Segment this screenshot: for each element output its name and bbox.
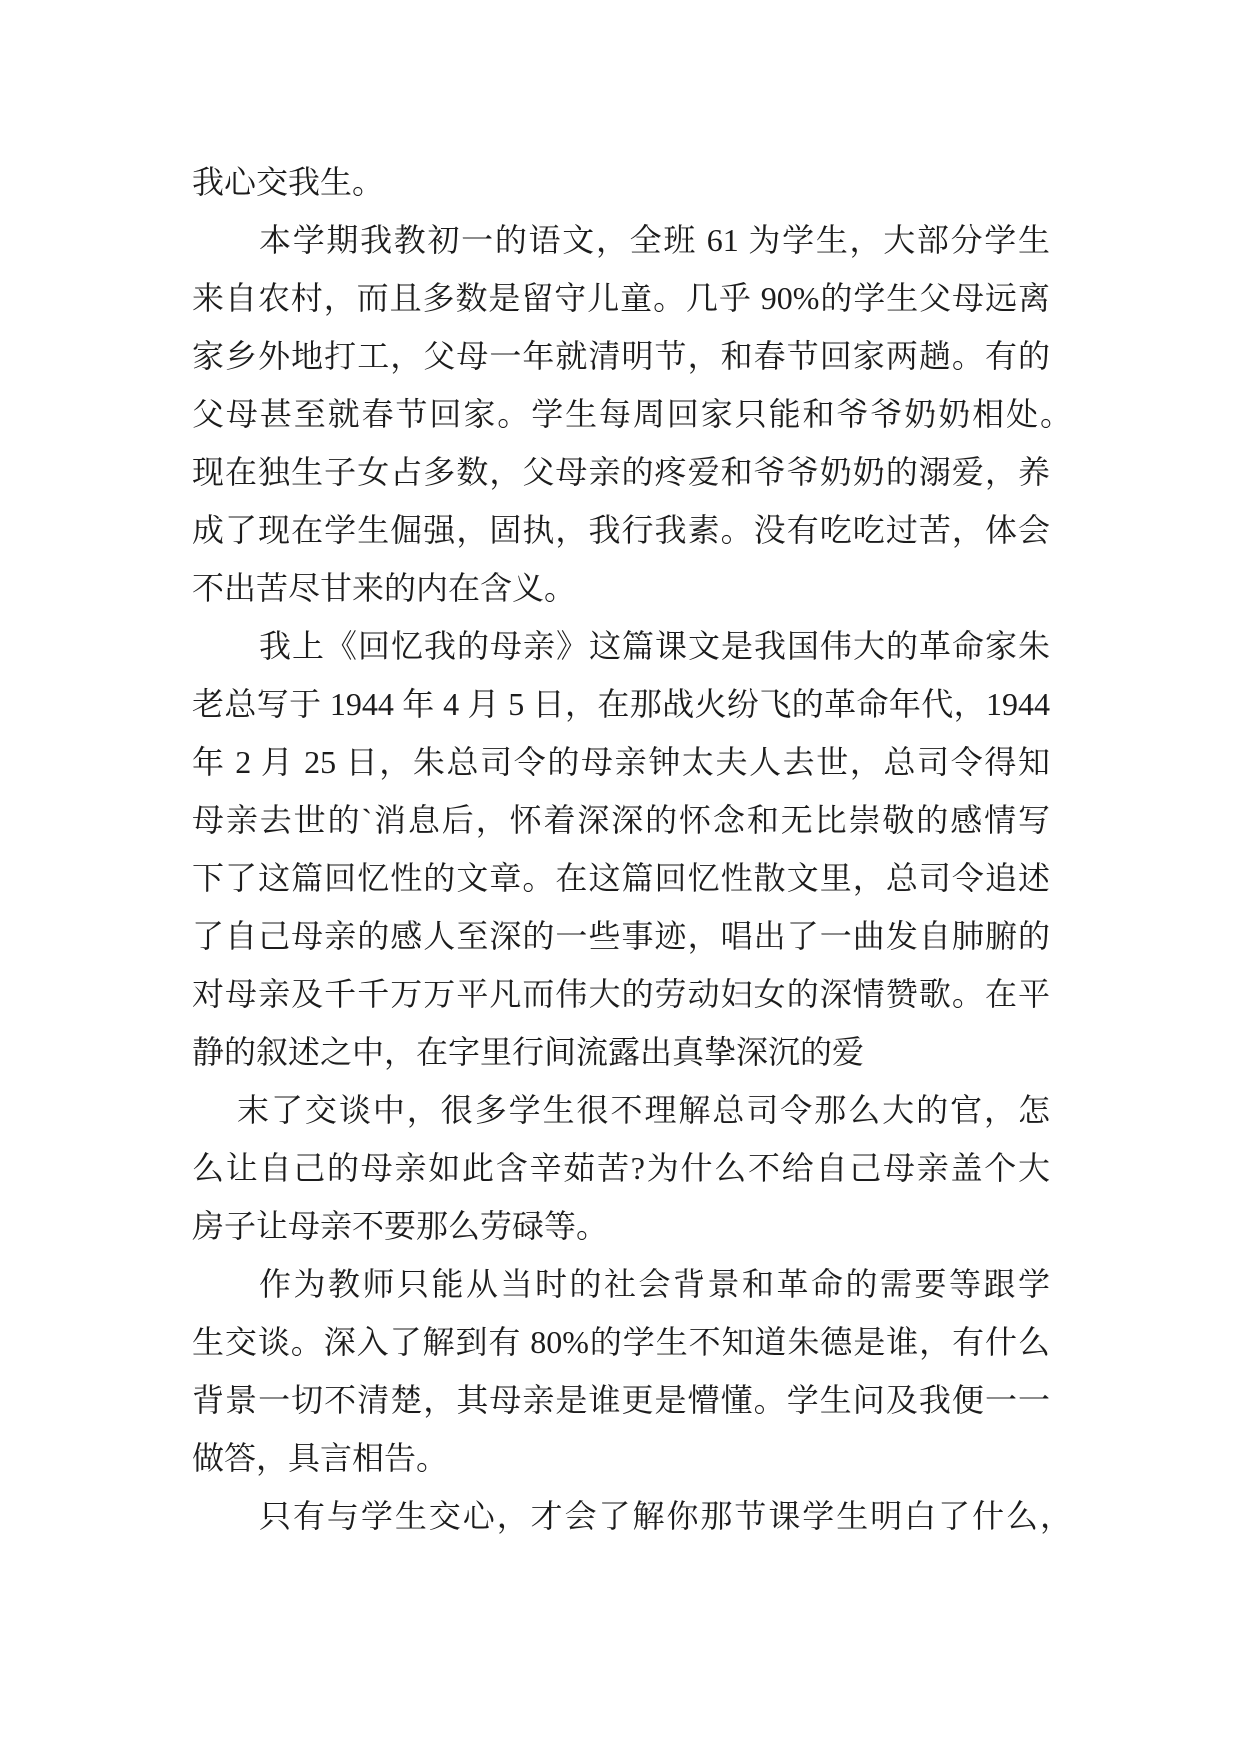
text-line: 生交谈。深入了解到有 80%的学生不知道朱德是谁，有什么 (192, 1324, 1050, 1360)
text-line: 我上《回忆我的母亲》这篇课文是我国伟大的革命家朱 (259, 628, 1050, 664)
text-line: 成了现在学生倔强，固执，我行我素。没有吃吃过苦，体会 (192, 512, 1050, 548)
text-line: 年 2 月 25 日，朱总司令的母亲钟太夫人去世，总司令得知 (192, 744, 1050, 780)
paragraph (192, 1487, 1072, 1545)
text-line: 末了交谈中，很多学生很不理解总司令那么大的官，怎 (237, 1092, 1050, 1128)
document-body (192, 153, 1072, 1545)
text-line: 家乡外地打工，父母一年就清明节，和春节回家两趟。有的 (192, 338, 1050, 374)
text-line: 房子让母亲不要那么劳碌等。 (192, 1208, 609, 1244)
text-line: 老总写于 1944 年 4 月 5 日，在那战火纷飞的革命年代，1944 (192, 686, 1050, 722)
paragraph (192, 617, 1050, 1081)
paragraph (192, 153, 1050, 211)
text-line: 只有与学生交心，才会了解你那节课学生明白了什么， (259, 1498, 1072, 1534)
paragraph (192, 1255, 1050, 1487)
text-line: 不出苦尽甘来的内在含义。 (192, 570, 577, 606)
text-line: 背景一切不清楚，其母亲是谁更是懵懂。学生问及我便一一 (192, 1382, 1050, 1418)
text-line: 作为教师只能从当时的社会背景和革命的需要等跟学 (259, 1266, 1050, 1302)
text-line: 做答，具言相告。 (192, 1440, 449, 1476)
paragraph (192, 1081, 1050, 1255)
text-line: 下了这篇回忆性的文章。在这篇回忆性散文里，总司令追述 (192, 860, 1050, 896)
text-line: 静的叙述之中，在字里行间流露出真挚深沉的爱 (192, 1034, 865, 1070)
text-line: 我心交我生。 (192, 164, 385, 200)
text-line: 父母甚至就春节回家。学生每周回家只能和爷爷奶奶相处。 (192, 396, 1072, 432)
text-line: 来自农村，而且多数是留守儿童。几乎 90%的学生父母远离 (192, 280, 1050, 316)
text-line: 对母亲及千千万万平凡而伟大的劳动妇女的深情赞歌。在平 (192, 976, 1050, 1012)
text-line: 本学期我教初一的语文，全班 61 为学生，大部分学生 (259, 222, 1050, 258)
text-line: 么让自己的母亲如此含辛茹苦?为什么不给自己母亲盖个大 (192, 1150, 1050, 1186)
text-line: 现在独生子女占多数，父母亲的疼爱和爷爷奶奶的溺爱，养 (192, 454, 1050, 490)
text-line: 母亲去世的`消息后，怀着深深的怀念和无比崇敬的感情写 (192, 802, 1050, 838)
paragraph (192, 211, 1072, 617)
text-line: 了自己母亲的感人至深的一些事迹，唱出了一曲发自肺腑的 (192, 918, 1050, 954)
